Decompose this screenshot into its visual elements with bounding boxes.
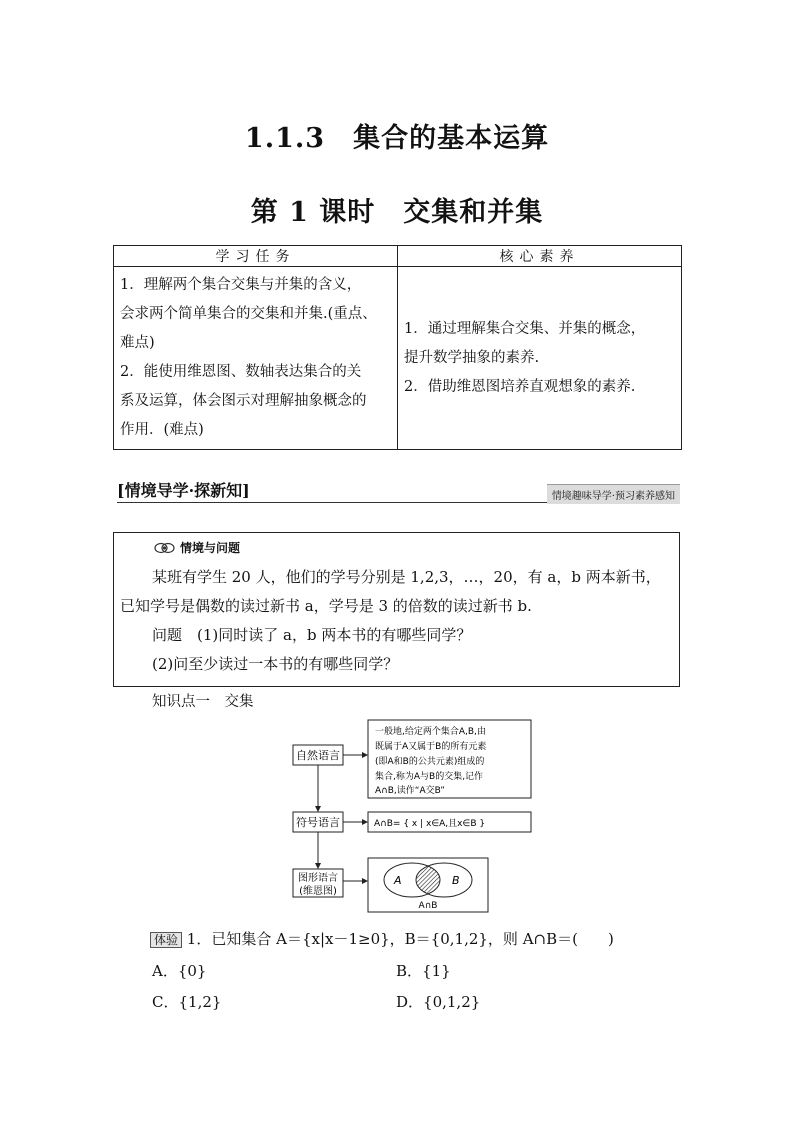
lesson-title: 第 1 课时 交集和并集 — [250, 197, 544, 228]
graph-language-label: (维恩图) — [299, 886, 337, 897]
exercise-badge: 体验 — [150, 932, 182, 948]
scenario-icon — [154, 542, 176, 554]
connector-arrow — [315, 863, 321, 869]
scenario-heading-text: 情境与问题 — [180, 541, 241, 555]
symbol-language-text: A∩B= { x | x∈A,且x∈B } — [374, 819, 486, 829]
option-b[interactable]: B．{1} — [396, 962, 451, 980]
task-line: 难点) — [120, 335, 155, 351]
natural-language-def-line: 既属于A又属于B的所有元素 — [375, 742, 487, 752]
option-d[interactable]: D．{0,1,2} — [396, 993, 481, 1011]
scenario-text — [120, 563, 671, 679]
exercise-text: 1．已知集合 A＝{x|x－1≥0}，B＝{0,1,2}，则 A∩B＝( ) — [186, 930, 614, 948]
competency-line: 1．通过理解集合交集、并集的概念， — [404, 320, 646, 337]
goals-table — [113, 245, 682, 450]
scenario-heading — [154, 539, 240, 556]
section-header-title: [情境导学·探新知] — [117, 481, 250, 500]
natural-language-def-line: A∩B,读作“A交B” — [375, 786, 445, 796]
natural-language-label: 自然语言 — [296, 749, 340, 762]
scenario-question: (2)问至少读过一本书的有哪些同学？ — [152, 655, 399, 673]
exercise-question — [150, 928, 614, 949]
symbol-language-label: 符号语言 — [296, 816, 340, 829]
venn-label-b: B — [452, 874, 460, 887]
goals-competencies-cell — [398, 267, 682, 450]
goals-header-tasks: 学习任务 — [114, 246, 398, 267]
connector-arrow — [362, 878, 368, 884]
task-line: 2．能使用维恩图、数轴表达集合的关 — [120, 364, 362, 380]
graph-language-label: 图形语言 — [298, 873, 338, 884]
competency-line: 2．借助维恩图培养直观想象的素养. — [404, 378, 636, 395]
scenario-line: 已知学号是偶数的读过新书 a，学号是 3 的倍数的读过新书 b. — [120, 597, 532, 615]
connector-arrow — [315, 806, 321, 812]
goals-tasks-cell — [114, 267, 398, 450]
section-title: 1.1.3 集合的基本运算 — [244, 123, 550, 154]
task-line: 会求两个简单集合的交集和并集.(重点、 — [120, 306, 377, 322]
option-c[interactable]: C．{1,2} — [152, 993, 222, 1011]
option-a[interactable]: A．{0} — [152, 962, 207, 980]
section-header-bar — [117, 478, 680, 503]
natural-language-def-line: 一般地,给定两个集合A,B,由 — [375, 727, 486, 737]
intersection-diagram — [288, 718, 538, 916]
knowledge-point-title: 知识点一 交集 — [152, 694, 254, 710]
competency-line: 提升数学抽象的素养. — [404, 349, 540, 366]
goals-header-competencies: 核心素养 — [398, 246, 682, 267]
natural-language-def-line: (即A和B的公共元素)组成的 — [375, 757, 485, 767]
task-line: 系及运算，体会图示对理解抽象概念的 — [120, 393, 367, 409]
section-header-tag: 情境趣味导学·预习素养感知 — [547, 484, 680, 504]
scenario-line: 某班有学生 20 人，他们的学号分别是 1,2,3，…，20，有 a，b 两本新书， — [152, 568, 661, 586]
task-line: 作用．(难点) — [120, 422, 204, 438]
connector-arrow — [362, 819, 368, 825]
venn-label-a: A — [394, 874, 402, 887]
venn-caption: A∩B — [418, 901, 438, 911]
connector-arrow — [362, 752, 368, 758]
scenario-question: 问题 (1)同时读了 a，b 两本书的有哪些同学？ — [152, 626, 472, 644]
task-line: 1．理解两个集合交集与并集的含义， — [120, 277, 362, 293]
natural-language-def-line: 集合,称为A与B的交集,记作 — [375, 772, 484, 782]
scenario-box — [113, 532, 680, 687]
